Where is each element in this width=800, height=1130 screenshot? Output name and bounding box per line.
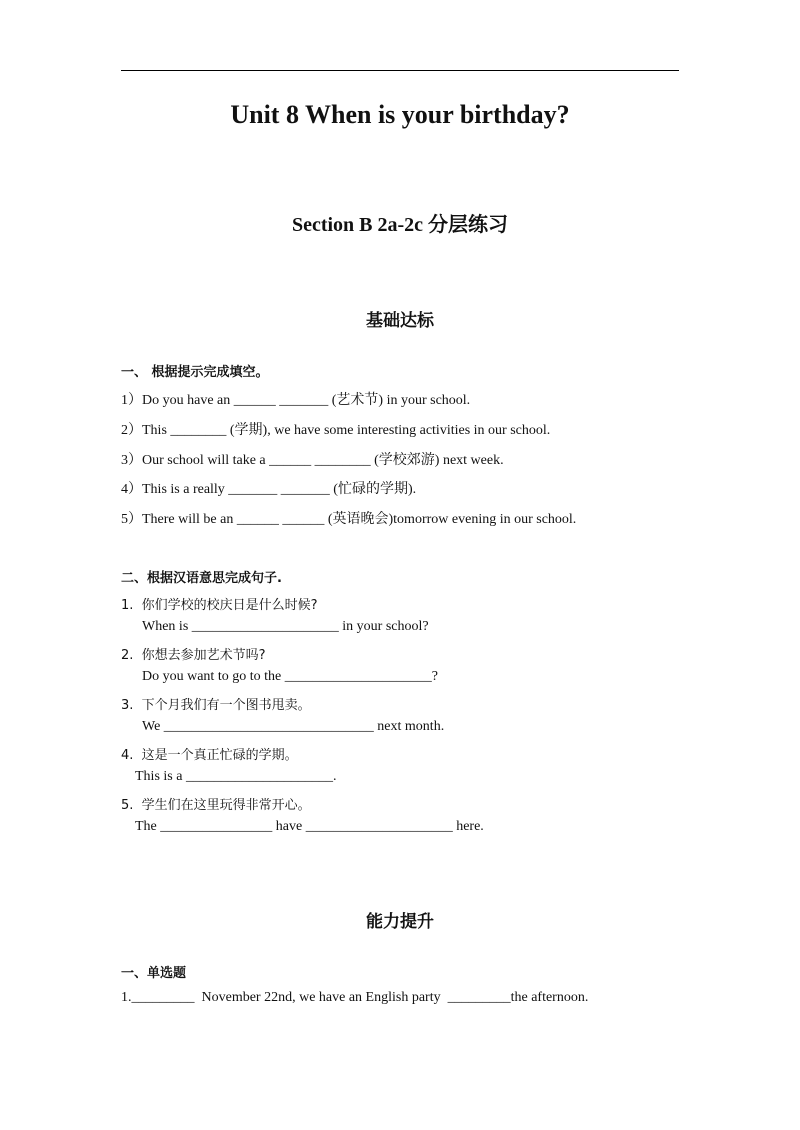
- translate-prompt-4: 4. 这是一个真正忙碌的学期。: [121, 748, 298, 763]
- fill-blank-item-5: 5）There will be an ______ ______ (英语晚会)tomorrow evening in our school.: [121, 512, 577, 527]
- fill-blank-item-4: 4）This is a really _______ _______ (忙碌的学期).: [121, 482, 417, 497]
- translate-answer-4: This is a _____________________.: [135, 769, 337, 784]
- page-title: Unit 8 When is your birthday?: [230, 100, 570, 129]
- header-rule: [121, 70, 679, 71]
- level-heading-basic: 基础达标: [366, 311, 434, 331]
- multiple-choice-item-1: 1._________ November 22nd, we have an English party _________the afternoon.: [121, 990, 589, 1005]
- section-subtitle: Section B 2a-2c 分层练习: [291, 214, 509, 236]
- part-heading-translate: 二、根据汉语意思完成句子.: [121, 571, 282, 586]
- part-heading-fill-blanks: 一、 根据提示完成填空。: [121, 365, 269, 380]
- translate-answer-2: Do you want to go to the _____________________?: [142, 669, 438, 684]
- translate-answer-5: The ________________ have _____________________ here.: [135, 819, 484, 834]
- fill-blank-item-2: 2）This ________ (学期), we have some interesting activities in our school.: [121, 423, 551, 438]
- part-heading-multiple-choice: 一、单选题: [121, 966, 187, 981]
- translate-answer-3: We ______________________________ next month.: [142, 719, 445, 734]
- translate-prompt-5: 5. 学生们在这里玩得非常开心。: [121, 798, 311, 813]
- level-heading-advanced: 能力提升: [366, 912, 434, 932]
- translate-prompt-2: 2. 你想去参加艺术节吗?: [121, 648, 266, 663]
- translate-answer-1: When is _____________________ in your school?: [142, 619, 429, 634]
- fill-blank-item-1: 1）Do you have an ______ _______ (艺术节) in your school.: [121, 393, 471, 408]
- translate-prompt-3: 3. 下个月我们有一个图书甩卖。: [121, 698, 311, 713]
- translate-prompt-1: 1. 你们学校的校庆日是什么时候?: [121, 598, 318, 613]
- fill-blank-item-3: 3）Our school will take a ______ ________ (学校郊游) next week.: [121, 453, 504, 468]
